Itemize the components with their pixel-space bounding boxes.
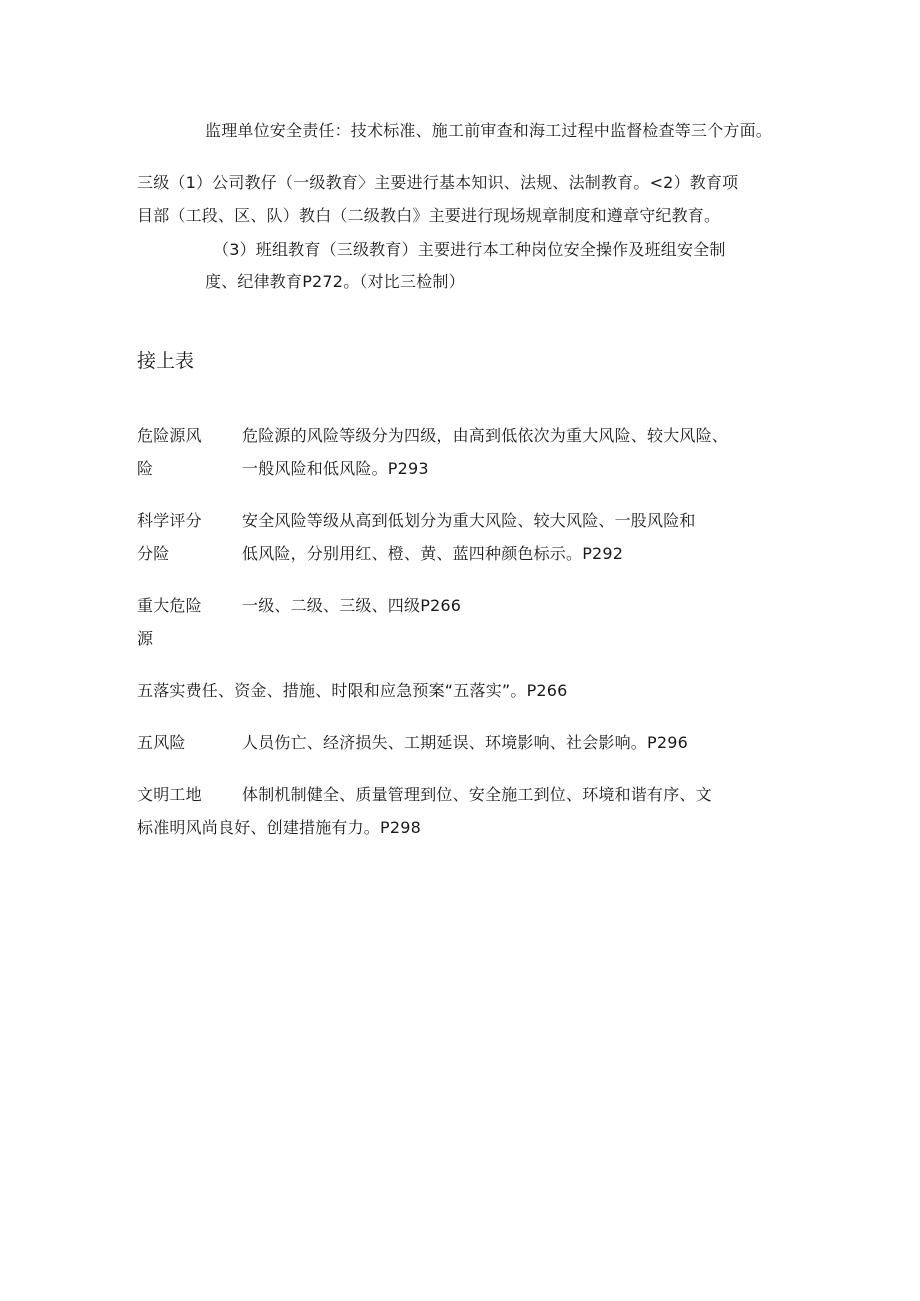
entry-description-line-2: 一般风险和低风险。P293 [242, 459, 429, 478]
entry-description-line-1: 体制机制健全、质量管理到位、安全施工到位、环境和谐有序、文 [242, 785, 712, 804]
entry-description-line-1: 一级、二级、三级、四级P266 [242, 596, 462, 615]
entry-term-line-1: 危险源风 [137, 426, 202, 445]
three-level-education-line-3: （3）班组教育（三级教育）主要进行本工种岗位安全操作及班组安全制 [213, 240, 726, 259]
three-level-education-line-4: 度、纪律教育P272。（对比三检制） [205, 272, 465, 291]
entry-description-line-2: 标准明风尚良好、创建措施有力。P298 [137, 818, 421, 837]
entry-description: 人员伤亡、经济损失、工期延误、环境影响、社会影响。P296 [242, 733, 688, 752]
entry-term-line-2: 源 [137, 629, 154, 648]
entry-term-line-1: 重大危险 [137, 596, 202, 615]
entry-term-line-1: 科学评分 [137, 511, 202, 530]
three-level-education-line-2: 目部（工段、区、队）教白（二级教白》主要进行现场规章制度和遵章守纪教育。 [137, 206, 721, 225]
entry-description-line-1: 危险源的风险等级分为四级，由高到低依次为重大风险、较大风险、 [242, 426, 729, 445]
five-implementations-text: 五落实费任、资金、措施、时限和应急预案“五落实”。P266 [137, 681, 568, 700]
entry-term-line-2: 险 [137, 459, 154, 478]
three-level-education-line-1: 三级（1）公司教仔（一级教育〉主要进行基本知识、法规、法制教育。<2）教育项 [137, 173, 739, 192]
supervision-responsibility-text: 监理单位安全责任：技术标准、施工前审查和海工过程中监督检查等三个方面。 [205, 121, 773, 140]
entry-term: 五风险 [137, 733, 186, 752]
entry-description-line-1: 安全风险等级从高到低划分为重大风险、较大风险、一股风险和 [242, 511, 696, 530]
entry-term-line-2: 分险 [137, 544, 170, 563]
entry-description-line-2: 低风险，分别用红、橙、黄、蓝四种颜色标示。P292 [242, 544, 624, 563]
continued-table-heading: 接上表 [137, 350, 195, 372]
entry-term: 文明工地 [137, 785, 202, 804]
